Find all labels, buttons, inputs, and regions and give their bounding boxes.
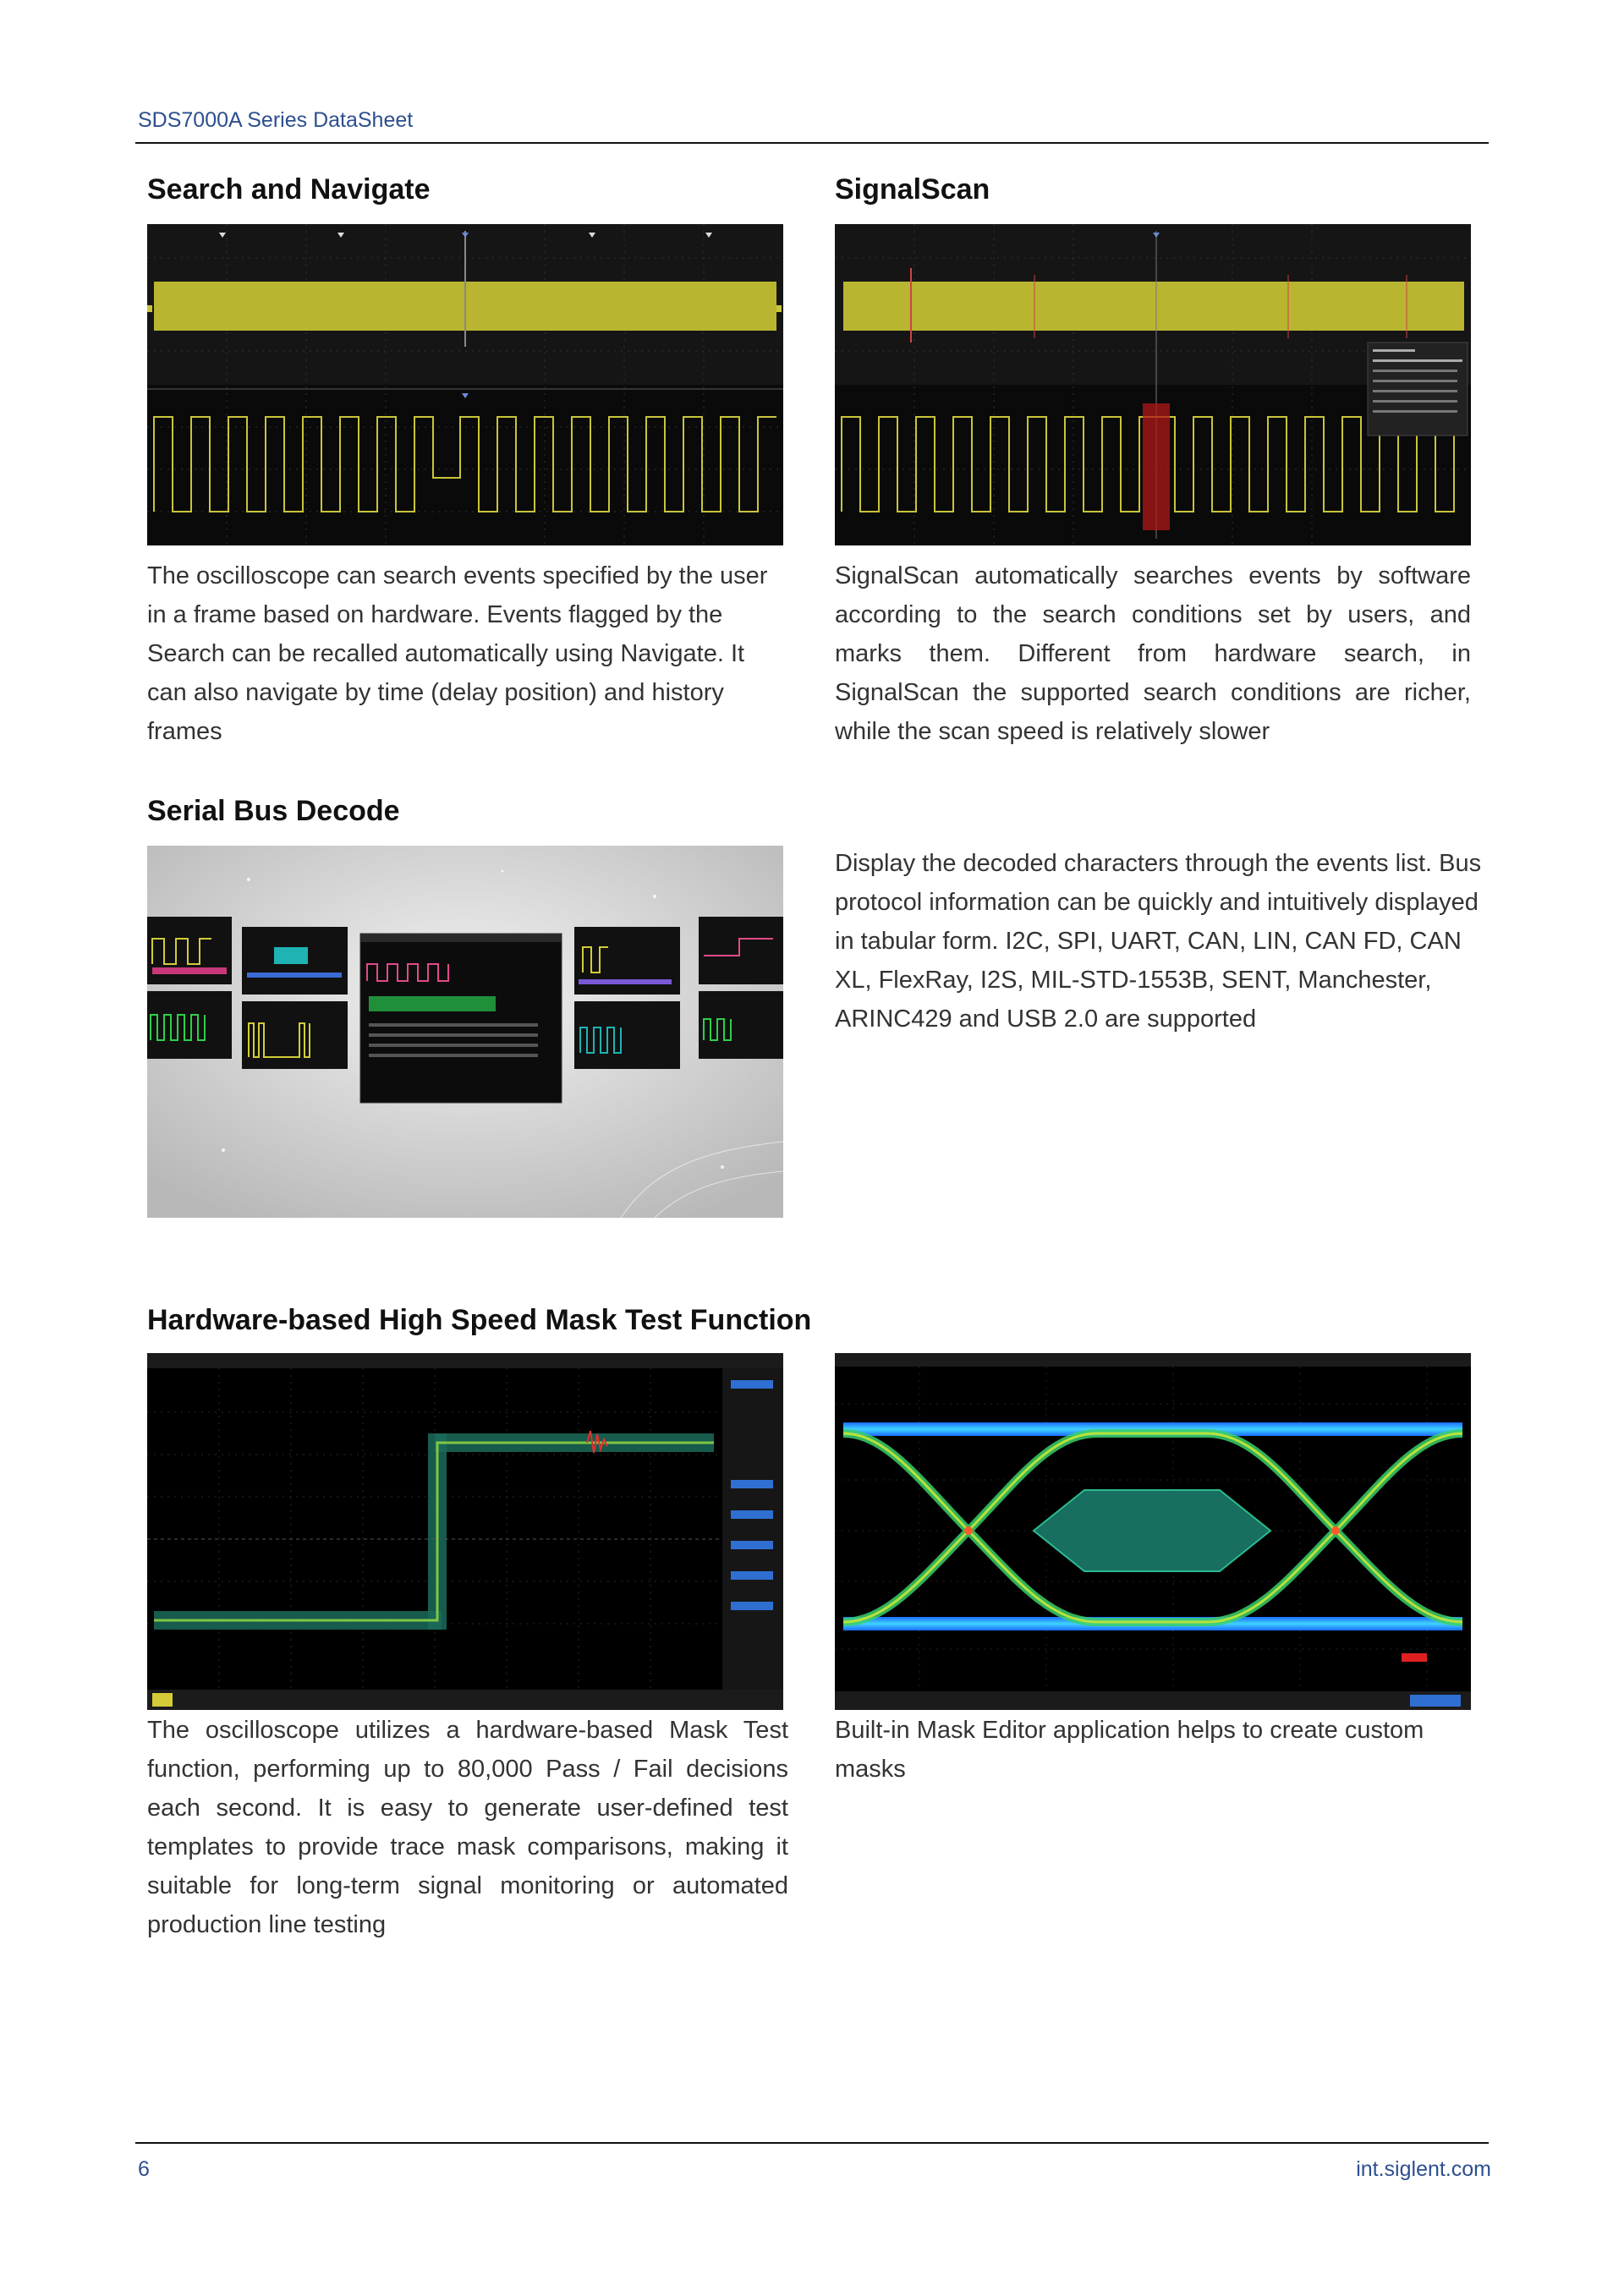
header-rule [135,142,1489,144]
decode-description: Display the decoded characters through the events list. Bus protocol information can be quickly and intuitively displayed in tabular form. I2C, SPI, UART, CAN, LIN, CAN FD, CAN XL, FlexRay, I2S, MIL-STD-1553B, SENT, Manchester, ARINC429 and USB 2.0 are supported [835,850,1482,1033]
footer-rule [135,2142,1489,2144]
search-navigate-screenshot [147,224,783,545]
section-title-decode: Serial Bus Decode [147,795,400,827]
serial-decode-montage [147,846,783,1218]
signalscan-description: SignalScan automatically searches events by software according to the search conditions set by users, and marks them. Different from hardware search, in SignalScan the supported search conditions are richer, while the scan speed is relatively slower [835,562,1471,745]
document-header: SDS7000A Series DataSheet [138,108,414,132]
footer-url[interactable]: int.siglent.com [1356,2157,1491,2181]
mask-description: The oscilloscope utilizes a hardware-based Mask Test function, performing up to 80,000 Pass / Fail decisions each second. It is easy to generate user-defined test templates to provide trace mask comparisons, making it suitable for long-term signal monitoring or automated production line testing [147,1717,788,1938]
mask-editor-screenshot [835,1353,1471,1710]
section-title-mask: Hardware-based High Speed Mask Test Function [147,1304,812,1336]
editor-description: Built-in Mask Editor application helps to create custom masks [835,1717,1424,1783]
section-title-signalscan: SignalScan [835,173,990,205]
search-description: The oscilloscope can search events specified by the user in a frame based on hardware. Events flagged by the Search can be recalled automatically using Navigate. It can also navigate by time (delay position) and history frames [147,562,768,745]
page-number: 6 [138,2157,150,2181]
signalscan-screenshot [835,224,1471,545]
mask-test-screenshot [147,1353,783,1710]
section-title-search: Search and Navigate [147,173,431,205]
